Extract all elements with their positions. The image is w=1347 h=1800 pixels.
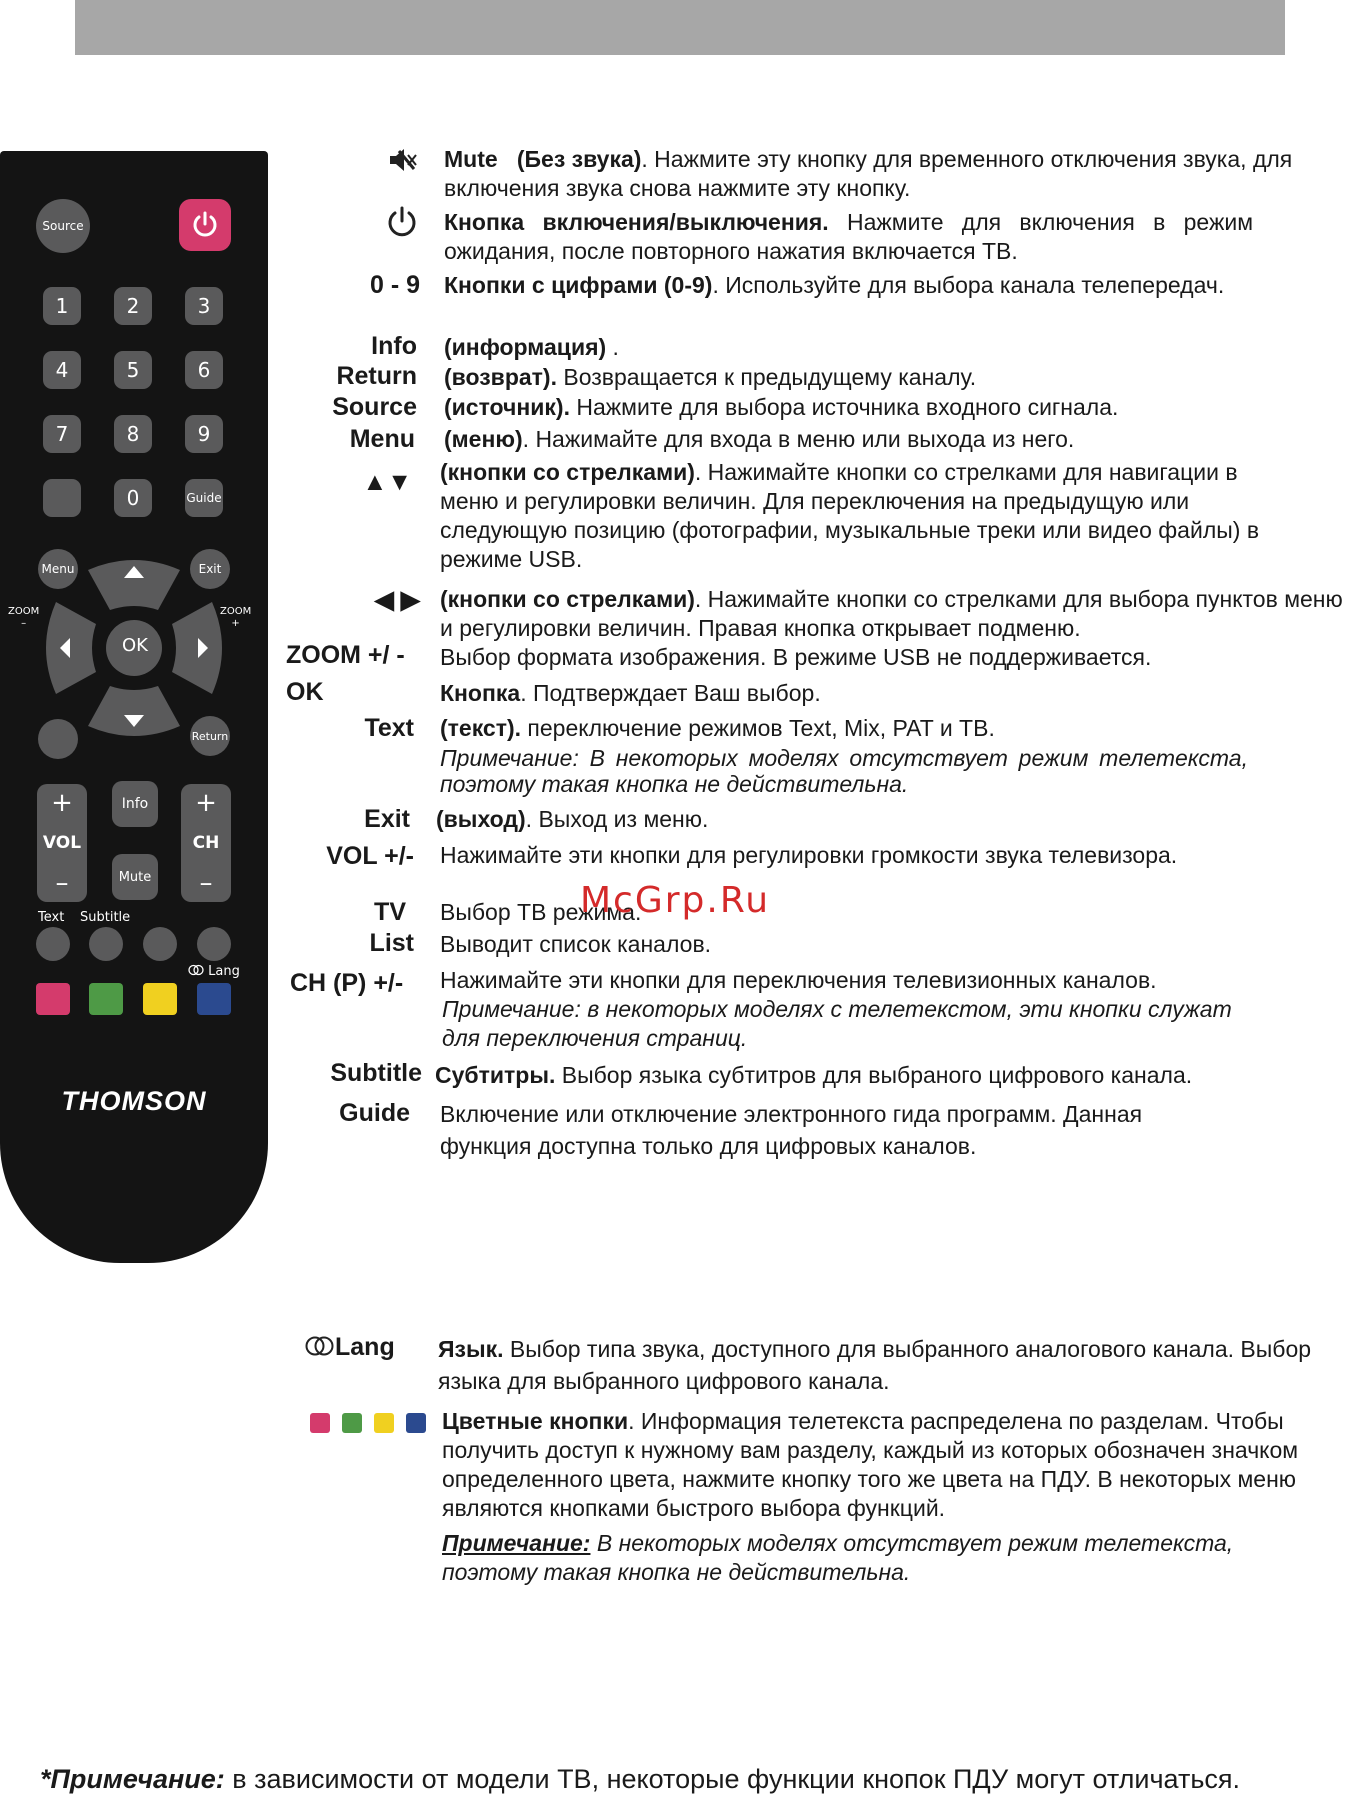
remote-digit-1: 1 <box>43 287 81 325</box>
entry-color-note <box>442 1529 1312 1587</box>
remote-source-button: Source <box>36 199 90 253</box>
entry-mute-key: Mute <box>444 146 498 172</box>
entry-digits-key: 0 - 9 <box>369 271 420 299</box>
entry-menu-text: . Нажимайте для входа в меню или выхода из него. <box>522 426 1075 452</box>
entry-exit-text: . Выход из меню. <box>525 806 709 832</box>
entry-source-title: (источник). <box>444 394 570 420</box>
entry-menu-key: Menu <box>349 425 415 453</box>
mute-icon <box>386 145 420 175</box>
remote-digit-0: 0 <box>114 479 152 517</box>
footer-note-text: в зависимости от модели ТВ, некоторые функции кнопок ПДУ могут отличаться. <box>224 1764 1241 1794</box>
footer-note <box>40 1764 1240 1795</box>
entry-ch-key: CH (P) +/- <box>290 969 404 997</box>
remote-digit-5: 5 <box>114 351 152 389</box>
remote-info-button: Info <box>112 781 158 827</box>
entry-info <box>444 333 1324 362</box>
entry-ok <box>440 679 1320 708</box>
entry-tv-key: TV <box>374 898 406 926</box>
left-right-arrows-icon: ◀ ▶ <box>374 586 420 614</box>
entry-lang-text: Выбор типа звука, доступного для выбранного аналогового канала. Выбор языка для выбранного цифрового канала. <box>438 1336 1312 1394</box>
entry-source-key: Source <box>332 393 417 421</box>
entry-vol-key: VOL +/- <box>326 842 414 870</box>
entry-return-title: (возврат). <box>444 364 557 390</box>
remote-yellow-key <box>143 983 177 1015</box>
entry-color-text: . Информация телетекста распределена по разделам. Чтобы получить доступ к нужному вам разделу, каждый из которых обозначен значком определенного цвета, нажмите кнопку того же цвета на ПДУ. В некоторых меню являются кнопками быстрого выбора функций. <box>442 1408 1299 1521</box>
remote-digit-9: 9 <box>185 415 223 453</box>
entry-updown-text: . Нажимайте кнопки со стрелками для навигации в меню и регулировки величин. Для переключения на предыдущую или следующую позицию (фотографии, музыкальные треки или видео файлы) в режиме USB. <box>440 459 1260 572</box>
entry-ch <box>440 966 1270 1053</box>
remote-return-button: Return <box>190 716 230 756</box>
entry-source <box>444 393 1324 422</box>
plus-icon: + <box>51 788 73 818</box>
entry-power <box>444 208 1253 266</box>
entry-color-title: Цветные кнопки <box>442 1408 629 1434</box>
remote-blank-button <box>43 479 81 517</box>
footer-note-label: *Примечание: <box>40 1764 225 1794</box>
remote-vol-label: VOL <box>42 833 82 853</box>
entry-lang-key: Lang <box>335 1333 395 1361</box>
remote-digit-7: 7 <box>43 415 81 453</box>
remote-vol-rocker <box>37 784 87 902</box>
entry-updown-title: (кнопки со стрелками) <box>440 459 695 485</box>
entry-ok-text: . Подтверждает Ваш выбор. <box>520 680 821 706</box>
remote-digit-6: 6 <box>185 351 223 389</box>
entry-return-text: Возвращается к предыдущему каналу. <box>556 364 977 390</box>
remote-blue-key <box>197 983 231 1015</box>
entry-subtitle-title: Субтитры. <box>435 1062 556 1088</box>
entry-tv-text: Выбор ТВ режима. <box>440 899 642 925</box>
plus-icon: + <box>195 788 217 818</box>
power-icon <box>190 210 220 240</box>
entry-zoom-key: ZOOM +/ - <box>286 641 405 669</box>
remote-text-button <box>36 927 70 961</box>
entry-info-key: Info <box>371 332 417 360</box>
remote-green-key <box>89 983 123 1015</box>
entry-menu <box>444 425 1324 454</box>
blue-key-icon <box>406 1413 426 1433</box>
green-key-icon <box>342 1413 362 1433</box>
dpad-right <box>172 602 222 694</box>
remote-digit-2: 2 <box>114 287 152 325</box>
remote-digit-4: 4 <box>43 351 81 389</box>
entry-lang-key-wrap <box>305 1333 417 1362</box>
entry-leftright-title: (кнопки со стрелками) <box>440 586 695 612</box>
remote-red-key <box>36 983 70 1015</box>
entry-exit-title: (выход) <box>436 806 526 832</box>
entry-vol-text: Нажимайте эти кнопки для регулировки громкости звука телевизора. <box>440 842 1178 868</box>
remote-guide-button: Guide <box>185 479 223 517</box>
entry-power-text: Нажмите для включения в режим ожидания, после повторного нажатия включается ТВ. <box>444 209 1254 264</box>
remote-lang-label-wrap <box>188 964 240 979</box>
remote-brand-logo: THOMSON <box>61 1086 207 1116</box>
header-bar <box>75 0 1285 55</box>
entry-guide-key: Guide <box>339 1099 410 1127</box>
entry-teletext <box>440 714 1248 797</box>
remote-subtitle-button <box>89 927 123 961</box>
remote-menu-button: Menu <box>38 549 78 589</box>
remote-ch-rocker <box>181 784 231 902</box>
remote-blank-round-button <box>38 719 78 759</box>
entry-return <box>444 363 1324 392</box>
entry-power-title: Кнопка включения/выключения. <box>444 209 829 235</box>
dpad-down <box>88 686 180 736</box>
lang-icon <box>305 1335 335 1357</box>
entry-zoom-text: Выбор формата изображения. В режиме USB не поддерживается. <box>440 644 1152 670</box>
entry-leftright-text: . Нажимайте кнопки со стрелками для выбора пунктов меню и регулировки величин. Правая кнопка открывает подменю. <box>440 586 1343 641</box>
remote-zoom-plus-label: ZOOM + <box>220 606 252 629</box>
remote-zoom-minus-label: ZOOM – <box>8 606 40 629</box>
minus-icon: – <box>55 868 69 898</box>
entry-text-text: переключение режимов Text, Mix, PAT и ТВ. <box>521 715 995 741</box>
color-keys-icon <box>310 1413 438 1438</box>
entry-color-note-text: В некоторых моделях отсутствует режим телетекста, поэтому такая кнопка не действительна. <box>442 1530 1234 1585</box>
entry-info-text: . <box>606 334 619 360</box>
entry-ok-key: OK <box>286 678 324 706</box>
remote-power-button <box>179 199 231 251</box>
remote-control-illustration <box>0 151 268 1263</box>
entry-menu-title: (меню) <box>444 426 523 452</box>
entry-exit <box>436 805 1316 834</box>
entry-text-note: Примечание: В некоторых моделях отсутствует режим телетекста, поэтому такая кнопка не действительна. <box>440 745 1248 797</box>
entry-ch-text: Нажимайте эти кнопки для переключения телевизионных каналов. <box>440 967 1157 993</box>
remote-digit-3: 3 <box>185 287 223 325</box>
up-down-arrows-icon: ▲▼ <box>362 468 412 496</box>
red-key-icon <box>310 1413 330 1433</box>
entry-subtitle-text: Выбор языка субтитров для выбраного цифрового канала. <box>555 1062 1193 1088</box>
remote-exit-button: Exit <box>190 549 230 589</box>
entry-leftright <box>440 585 1345 643</box>
remote-lang-label: Lang <box>208 964 240 979</box>
entry-digits-title: Кнопки с цифрами (0-9) <box>444 272 713 298</box>
yellow-key-icon <box>374 1413 394 1433</box>
remote-text-label: Text <box>38 910 65 925</box>
entry-mute <box>444 145 1324 203</box>
minus-icon: – <box>199 868 213 898</box>
entry-lang-title: Язык. <box>438 1336 504 1362</box>
entry-ch-note: Примечание: в некоторых моделях с телетекстом, эти кнопки служат для переключения страниц. <box>442 996 1232 1051</box>
entry-info-title: (информация) <box>444 334 607 360</box>
entry-mute-title: (Без звука) <box>516 146 642 172</box>
remote-subtitle-label: Subtitle <box>80 910 131 925</box>
lang-icon <box>188 964 204 976</box>
entry-subtitle <box>435 1061 1335 1090</box>
entry-digits-text: . Используйте для выбора канала телепередач. <box>712 272 1225 298</box>
entry-list-key: List <box>369 929 414 957</box>
entry-updown <box>440 458 1280 574</box>
remote-digit-8: 8 <box>114 415 152 453</box>
entry-mute-text: . Нажмите эту кнопку для временного отключения звука, для включения звука снова нажмите эту кнопку. <box>444 146 1293 201</box>
entry-list-text: Выводит список каналов. <box>440 931 712 957</box>
entry-color-note-label: Примечание: <box>442 1530 591 1556</box>
entry-source-text: Нажмите для выбора источника входного сигнала. <box>569 394 1119 420</box>
entry-guide-text: Включение или отключение электронного гида программ. Данная функция доступна только для цифровых каналов. <box>440 1101 1143 1159</box>
entry-return-key: Return <box>336 362 417 390</box>
remote-mute-button: Mute <box>112 854 158 900</box>
entry-exit-key: Exit <box>364 805 410 833</box>
entry-lang <box>438 1333 1343 1397</box>
dpad-left <box>46 602 96 694</box>
entry-text-title: (текст). <box>440 715 522 741</box>
entry-ok-title: Кнопка <box>440 680 521 706</box>
watermark: McGrp.Ru <box>580 880 771 921</box>
remote-ch-label: CH <box>192 833 220 853</box>
remote-tv-button <box>143 927 177 961</box>
entry-digits <box>444 271 1253 300</box>
remote-lang-button <box>197 927 231 961</box>
entry-subtitle-key: Subtitle <box>330 1059 422 1087</box>
power-icon <box>385 205 419 239</box>
entry-color-keys <box>442 1407 1312 1587</box>
entry-text-key: Text <box>364 714 414 742</box>
remote-ok-label: OK <box>122 635 148 656</box>
